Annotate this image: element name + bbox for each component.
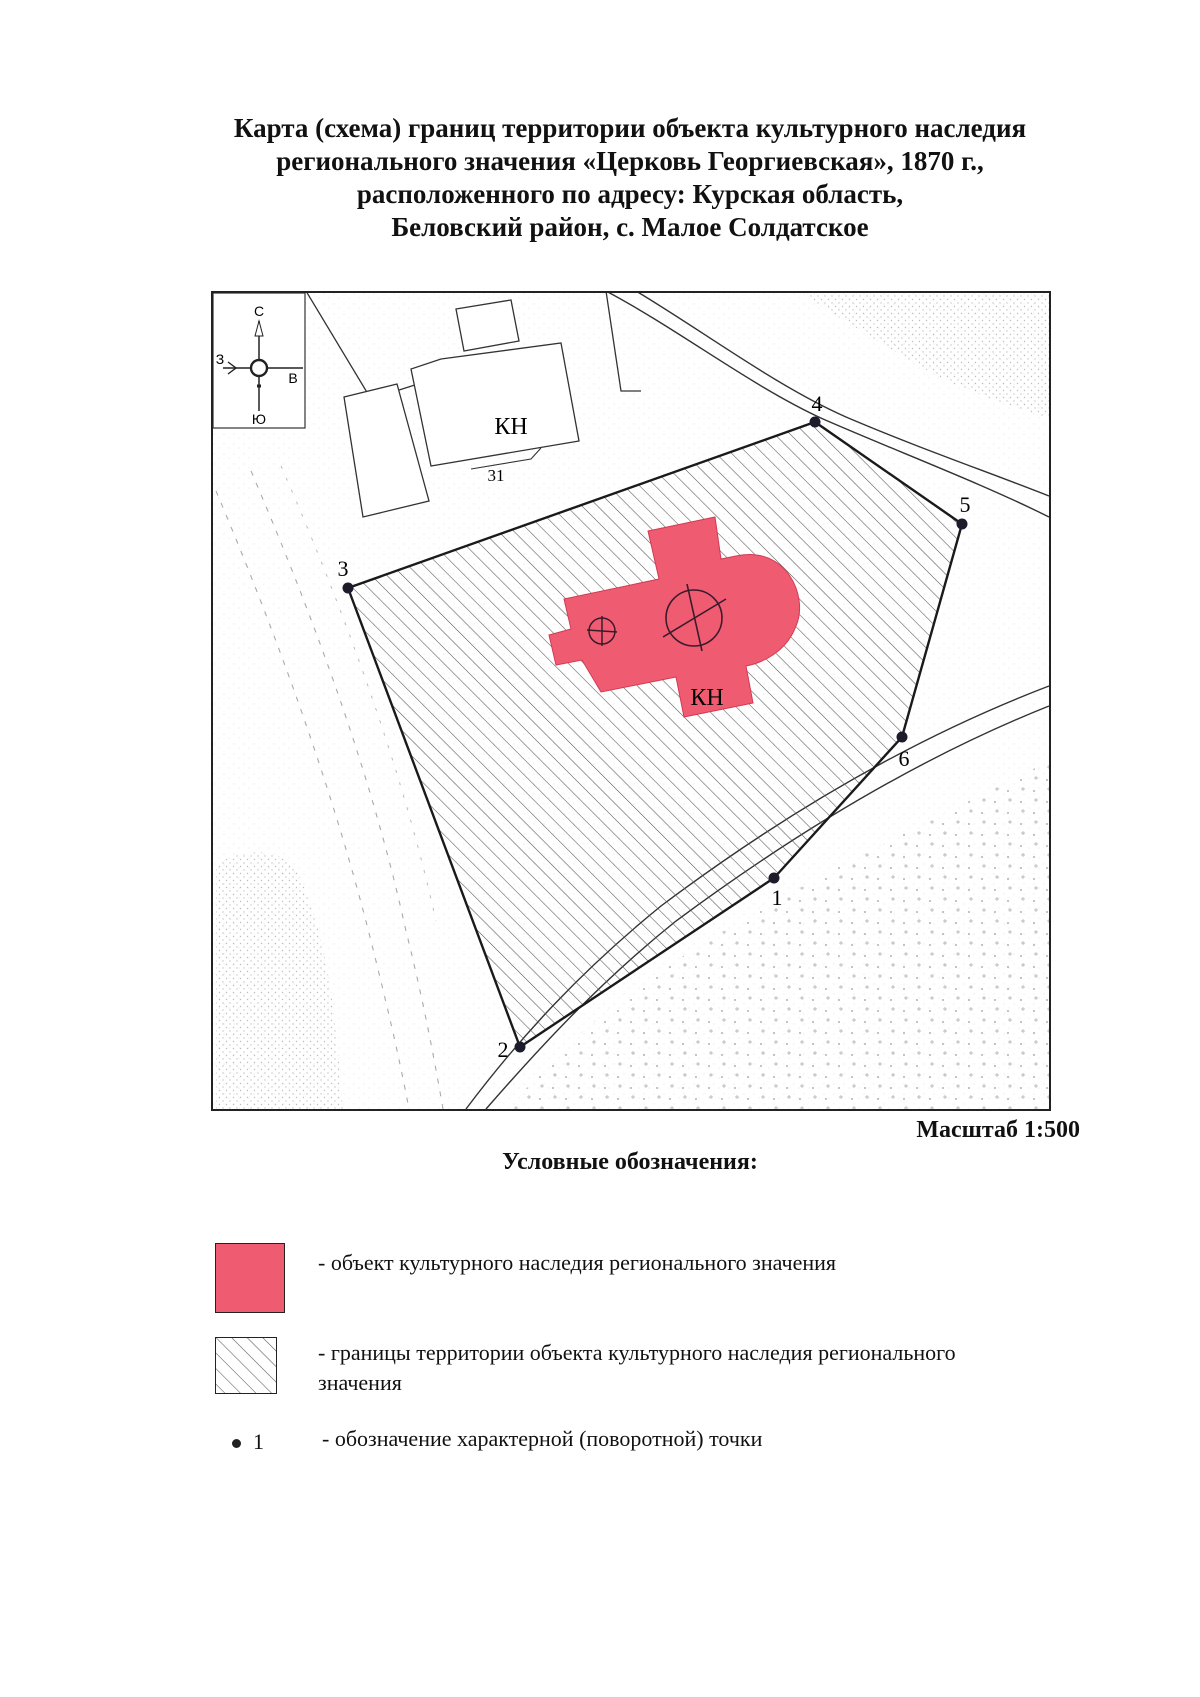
hatch-swatch-pattern	[216, 1338, 277, 1394]
turning-point-4	[810, 417, 821, 428]
building-label-kn-north: КН	[494, 414, 528, 440]
turning-point-5	[957, 519, 968, 530]
turning-point-label-5: 5	[959, 492, 971, 517]
title-line-1: Карта (схема) границ территории объекта культурного наследия	[233, 113, 1027, 143]
map-scale: Масштаб 1:500	[916, 1117, 1080, 1143]
title-line-2: регионального значения «Церковь Георгиевская», 1870 г.,	[276, 146, 984, 176]
legend-point-dot	[232, 1439, 241, 1448]
compass-west-label: З	[215, 351, 225, 367]
heritage-object-label: КН	[690, 685, 724, 711]
legend-point-sample	[232, 1429, 264, 1455]
building-number: 31	[487, 466, 505, 485]
turning-point-label-2: 2	[497, 1037, 509, 1062]
compass-south-label: Ю	[251, 411, 267, 427]
title-line-3: расположенного по адресу: Курская область,	[356, 179, 904, 209]
map-canvas	[211, 291, 1051, 1111]
legend-swatch-heritage-object	[215, 1243, 285, 1313]
turning-point-1	[769, 873, 780, 884]
turning-point-label-3: 3	[337, 556, 349, 581]
legend-text-heritage-object: - объект культурного наследия регионального значения	[318, 1250, 837, 1275]
turning-point-6	[897, 732, 908, 743]
map-title	[150, 112, 1110, 244]
legend-text-turning-point: - обозначение характерной (поворотной) точки	[322, 1426, 763, 1451]
turning-point-2	[515, 1042, 526, 1053]
compass-north-label: С	[253, 303, 265, 319]
legend-swatch-territory-boundary	[215, 1337, 277, 1394]
title-line-4: Беловский район, с. Малое Солдатское	[391, 212, 869, 242]
turning-point-3	[343, 583, 354, 594]
compass-east-label: В	[288, 370, 298, 386]
legend-text-territory-boundary: - границы территории объекта культурного наследия регионального значения	[318, 1340, 956, 1395]
map-frame	[211, 291, 1051, 1111]
legend-point-number: 1	[253, 1429, 264, 1454]
turning-point-label-4: 4	[811, 391, 823, 416]
turning-point-label-1: 1	[771, 885, 783, 910]
turning-point-label-6: 6	[898, 746, 910, 771]
legend-title: Условные обозначения:	[502, 1149, 758, 1175]
